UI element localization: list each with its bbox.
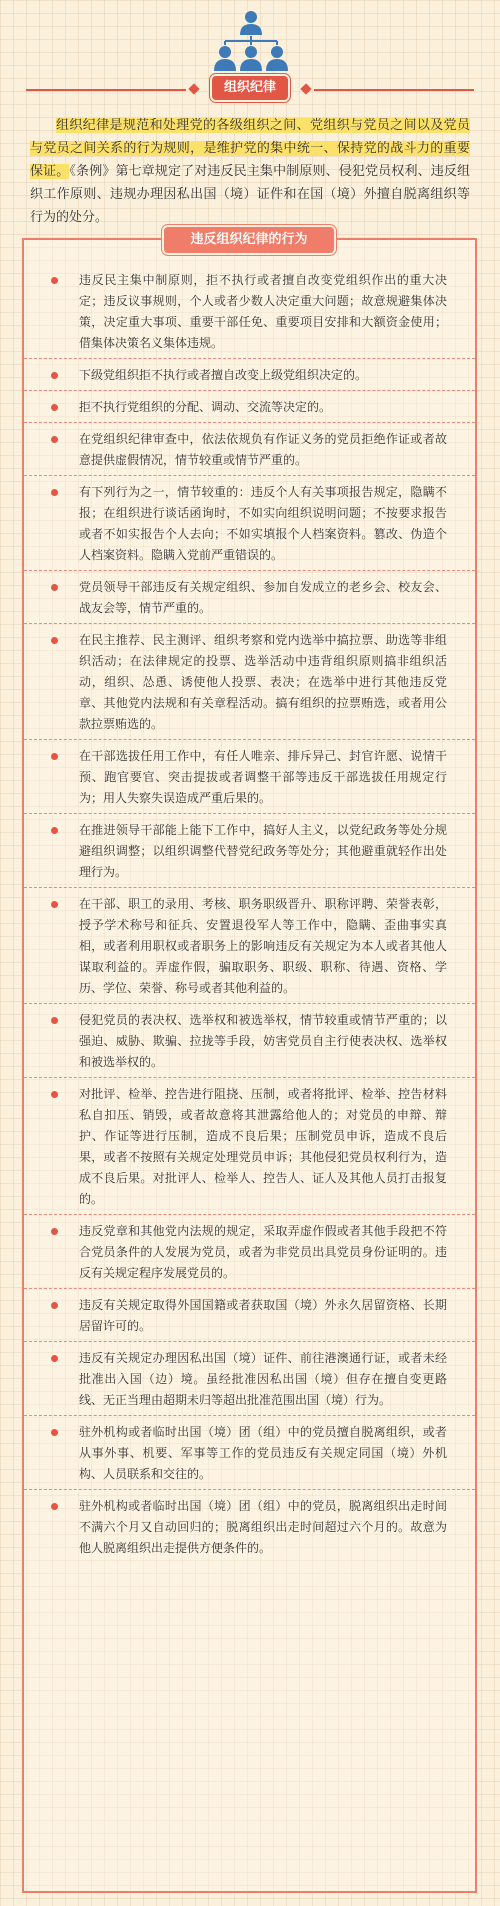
bullet-dot-icon bbox=[51, 277, 58, 284]
list-item bbox=[24, 888, 475, 1004]
bullet-dot-icon bbox=[51, 1228, 58, 1235]
bullet-dot-icon bbox=[51, 584, 58, 591]
list-item bbox=[24, 740, 475, 814]
list-item-text: 拒不执行党组织的分配、调动、交流等决定的。 bbox=[79, 400, 332, 414]
diamond-ornament bbox=[300, 83, 311, 94]
bullet-dot-icon bbox=[51, 637, 58, 644]
bullet-dot-icon bbox=[51, 827, 58, 834]
intro-paragraph bbox=[30, 114, 470, 229]
bullet-dot-icon bbox=[51, 901, 58, 908]
list-item-text: 在干部选拔任用工作中，有任人唯亲、排斥异己、封官许愿、说情干预、跑官要官、突击提拔或者调整干部等违反干部选拔任用规定行为；用人失察失误造成严重后果的。 bbox=[79, 749, 447, 805]
page-title: 组织纪律 bbox=[212, 76, 288, 100]
list-item bbox=[24, 814, 475, 888]
section-header bbox=[26, 76, 474, 104]
list-item bbox=[24, 1078, 475, 1215]
list-item bbox=[24, 1342, 475, 1416]
section-title: 违反组织纪律的行为 bbox=[164, 227, 334, 253]
list-item bbox=[24, 571, 475, 624]
intro-highlight: 组织纪律是规范和处理党的各级组织之间、党组织与党员之间以及党员与党员之间关系的行为规则，是维护党的集中统一、保持党的战斗力的重要保证。 bbox=[30, 118, 470, 179]
list-item-text: 在干部、职工的录用、考核、职务职级晋升、职称评聘、荣誉表彰，授予学术称号和征兵、安置退役军人等工作中，隐瞒、歪曲事实真相，或者利用职权或者职务上的影响违反有关规定为本人或者其他人谋取利益的。弄虚作假，骗取职务、职级、职称、待遇、资格、学历、学位、荣誉、称号或者其他利益的。 bbox=[79, 897, 447, 995]
bullet-dot-icon bbox=[51, 1302, 58, 1309]
bullet-dot-icon bbox=[51, 1429, 58, 1436]
list-item-text: 在党组织纪律审查中，依法依规负有作证义务的党员拒绝作证或者故意提供虚假情况，情节较重或情节严重的。 bbox=[79, 432, 447, 467]
bullet-dot-icon bbox=[51, 404, 58, 411]
list-item-text: 违反有关规定办理因私出国（境）证件、前往港澳通行证，或者未经批准出入国（边）境。虽经批准因私出国（境）但存在擅自变更路线、无正当理由超期未归等超出批准范围出国（境）行为。 bbox=[79, 1351, 447, 1407]
list-item bbox=[24, 264, 475, 359]
list-item bbox=[24, 391, 475, 423]
divider-line bbox=[26, 89, 186, 91]
list-item bbox=[24, 359, 475, 391]
list-item bbox=[24, 1416, 475, 1490]
list-item bbox=[24, 1289, 475, 1342]
list-item-text: 下级党组织拒不执行或者擅自改变上级党组织决定的。 bbox=[79, 368, 368, 382]
list-item-text: 驻外机构或者临时出国（境）团（组）中的党员，脱离组织出走时间不满六个月又自动回归的；脱离组织出走时间超过六个月的。故意为他人脱离组织出走提供方便条件的。 bbox=[79, 1499, 447, 1555]
list-item bbox=[24, 624, 475, 740]
list-item-text: 在民主推荐、民主测评、组织考察和党内选举中搞拉票、助选等非组织活动；在法律规定的投票、选举活动中违背组织原则搞非组织活动，组织、怂恿、诱使他人投票、表决；在选举中进行其他违反党章、其他党内法规和有关章程活动。搞有组织的拉票贿选，或者用公款拉票贿选的。 bbox=[79, 633, 447, 731]
list-item bbox=[24, 1490, 475, 1563]
divider-line bbox=[314, 89, 474, 91]
list-item-text: 党员领导干部违反有关规定组织、参加自发成立的老乡会、校友会、战友会等，情节严重的。 bbox=[79, 580, 447, 615]
violations-list bbox=[24, 264, 475, 1563]
bullet-dot-icon bbox=[51, 1355, 58, 1362]
bullet-dot-icon bbox=[51, 489, 58, 496]
bullet-dot-icon bbox=[51, 1503, 58, 1510]
organization-people-icon bbox=[211, 8, 291, 74]
list-item bbox=[24, 1004, 475, 1078]
list-item-text: 违反民主集中制原则，拒不执行或者擅自改变党组织作出的重大决定；违反议事规则，个人或者少数人决定重大问题；故意规避集体决策，决定重大事项、重要干部任免、重要项目安排和大额资金使用；借集体决策名义集体违规。 bbox=[79, 273, 447, 350]
bullet-dot-icon bbox=[51, 372, 58, 379]
list-item-text: 有下列行为之一，情节较重的：违反个人有关事项报告规定，隐瞒不报；在组织进行谈话函询时，不如实向组织说明问题；不按要求报告或者不如实报告个人去向；不如实填报个人档案资料。篡改、伪造个人档案资料。隐瞒入党前严重错误的。 bbox=[79, 485, 447, 562]
intro-text: 《条例》第七章规定了对违反民主集中制原则、侵犯党员权利、违反组织工作原则、违规办理因私出国（境）证件和在国（境）外擅自脱离组织等行为的处分。 bbox=[30, 164, 470, 225]
bullet-dot-icon bbox=[51, 753, 58, 760]
list-item-text: 违反党章和其他党内法规的规定，采取弄虚作假或者其他手段把不符合党员条件的人发展为党员，或者为非党员出具党员身份证明的。违反有关规定程序发展党员的。 bbox=[79, 1224, 447, 1280]
list-item bbox=[24, 423, 475, 476]
list-item-text: 侵犯党员的表决权、选举权和被选举权，情节较重或情节严重的；以强迫、威胁、欺骗、拉拢等手段，妨害党员自主行使表决权、选举权和被选举权的。 bbox=[79, 1013, 447, 1069]
bullet-dot-icon bbox=[51, 1017, 58, 1024]
list-item bbox=[24, 476, 475, 571]
list-item-text: 在推进领导干部能上能下工作中，搞好人主义，以党纪政务等处分规避组织调整；以组织调整代替党纪政务等处分；其他避重就轻作出处理行为。 bbox=[79, 823, 447, 879]
bullet-dot-icon bbox=[51, 436, 58, 443]
list-item-text: 对批评、检举、控告进行阻挠、压制，或者将批评、检举、控告材料私自扣压、销毁，或者故意将其泄露给他人的；对党员的申辩、辩护、作证等进行压制，造成不良后果；压制党员申诉，造成不良后果，或者不按照有关规定处理党员申诉；其他侵犯党员权利行为，造成不良后果。对批评人、检举人、控告人、证人及其他人员打击报复的。 bbox=[79, 1087, 447, 1206]
diamond-ornament bbox=[188, 83, 199, 94]
bullet-dot-icon bbox=[51, 1091, 58, 1098]
list-item bbox=[24, 1215, 475, 1289]
list-item-text: 驻外机构或者临时出国（境）团（组）中的党员擅自脱离组织，或者从事外事、机要、军事等工作的党员违反有关规定同国（境）外机构、人员联系和交往的。 bbox=[79, 1425, 447, 1481]
list-item-text: 违反有关规定取得外国国籍或者获取国（境）外永久居留资格、长期居留许可的。 bbox=[79, 1298, 447, 1333]
